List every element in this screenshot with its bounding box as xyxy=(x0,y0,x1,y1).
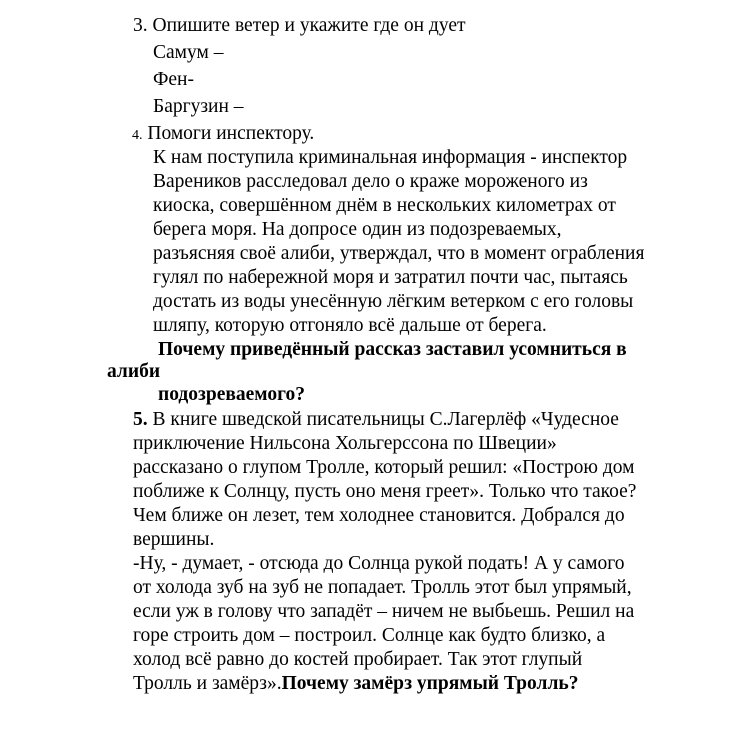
q5-question: Почему замёрз упрямый Тролль? xyxy=(281,673,579,694)
q5-line: от холода зуб на зуб не попадает. Тролль этот был упрямый, xyxy=(133,577,632,598)
q5-line: -Ну, - думает, - отсюда до Солнца рукой подать! А у самого xyxy=(133,553,625,574)
q4-paragraph-line: шляпу, которую отгоняло всё дальше от берега. xyxy=(153,315,547,336)
q4-paragraph-line: гулял по набережной моря и затратил почти час, пытаясь xyxy=(153,267,628,288)
q4-paragraph-line: К нам поступила криминальная информация - инспектор xyxy=(153,147,628,168)
q5-line: горе строить дом – построил. Солнце как будто близко, а xyxy=(133,625,606,646)
q4-paragraph-line: достать из воды унесённую лёгким ветерком с его головы xyxy=(153,291,634,312)
q5-line: рассказано о глупом Тролле, который решил: «Построю дом xyxy=(133,457,635,478)
q4-title: Помоги инспектору. xyxy=(147,123,315,144)
q3-item-samum: Самум – xyxy=(153,42,224,63)
q4-paragraph-line: берега моря. На допросе один из подозреваемых, xyxy=(153,219,562,240)
q5-line: холод всё равно до костей пробирает. Так этот глупый xyxy=(133,649,583,670)
q5-first-line-text: В книге шведской писательницы С.Лагерлёф «Чудесное xyxy=(147,409,619,430)
q5-line: поближе к Солнцу, пусть оно меня греет». Только что такое? xyxy=(133,481,637,502)
q4-paragraph-line: разъясняя своё алиби, утверждал, что в момент ограбления xyxy=(153,243,645,264)
q3-title: 3. Опишите ветер и укажите где он дует xyxy=(133,15,466,36)
q3-item-barguzin: Баргузин – xyxy=(153,96,244,117)
q5-line: если уж в голову что западёт – ничем не выбьешь. Решил на xyxy=(133,601,635,622)
q4-heading xyxy=(132,124,314,144)
q4-paragraph-line: киоска, совершённом днём в нескольких километрах от xyxy=(153,195,616,216)
q5-last-line-text: Тролль и замёрз». xyxy=(133,673,282,694)
q4-number: 4. xyxy=(132,128,143,143)
q4-paragraph-line: Вареников расследовал дело о краже мороженого из xyxy=(153,171,588,192)
q5-line: приключение Нильсона Хольгерссона по Швеции» xyxy=(133,433,557,454)
q5-last-line xyxy=(133,674,578,694)
q3-item-fen: Фен- xyxy=(153,69,194,90)
q5-number: 5. xyxy=(133,409,148,430)
q5-first-line xyxy=(133,410,619,430)
q4-question-line: Почему приведённый рассказ заставил усомниться в xyxy=(158,339,627,360)
q4-question-line: подозреваемого? xyxy=(158,384,305,405)
q4-question-line: алиби xyxy=(107,361,161,382)
q5-line: Чем ближе он лезет, тем холоднее становится. Добрался до xyxy=(133,505,625,526)
q5-line: вершины. xyxy=(133,529,215,550)
